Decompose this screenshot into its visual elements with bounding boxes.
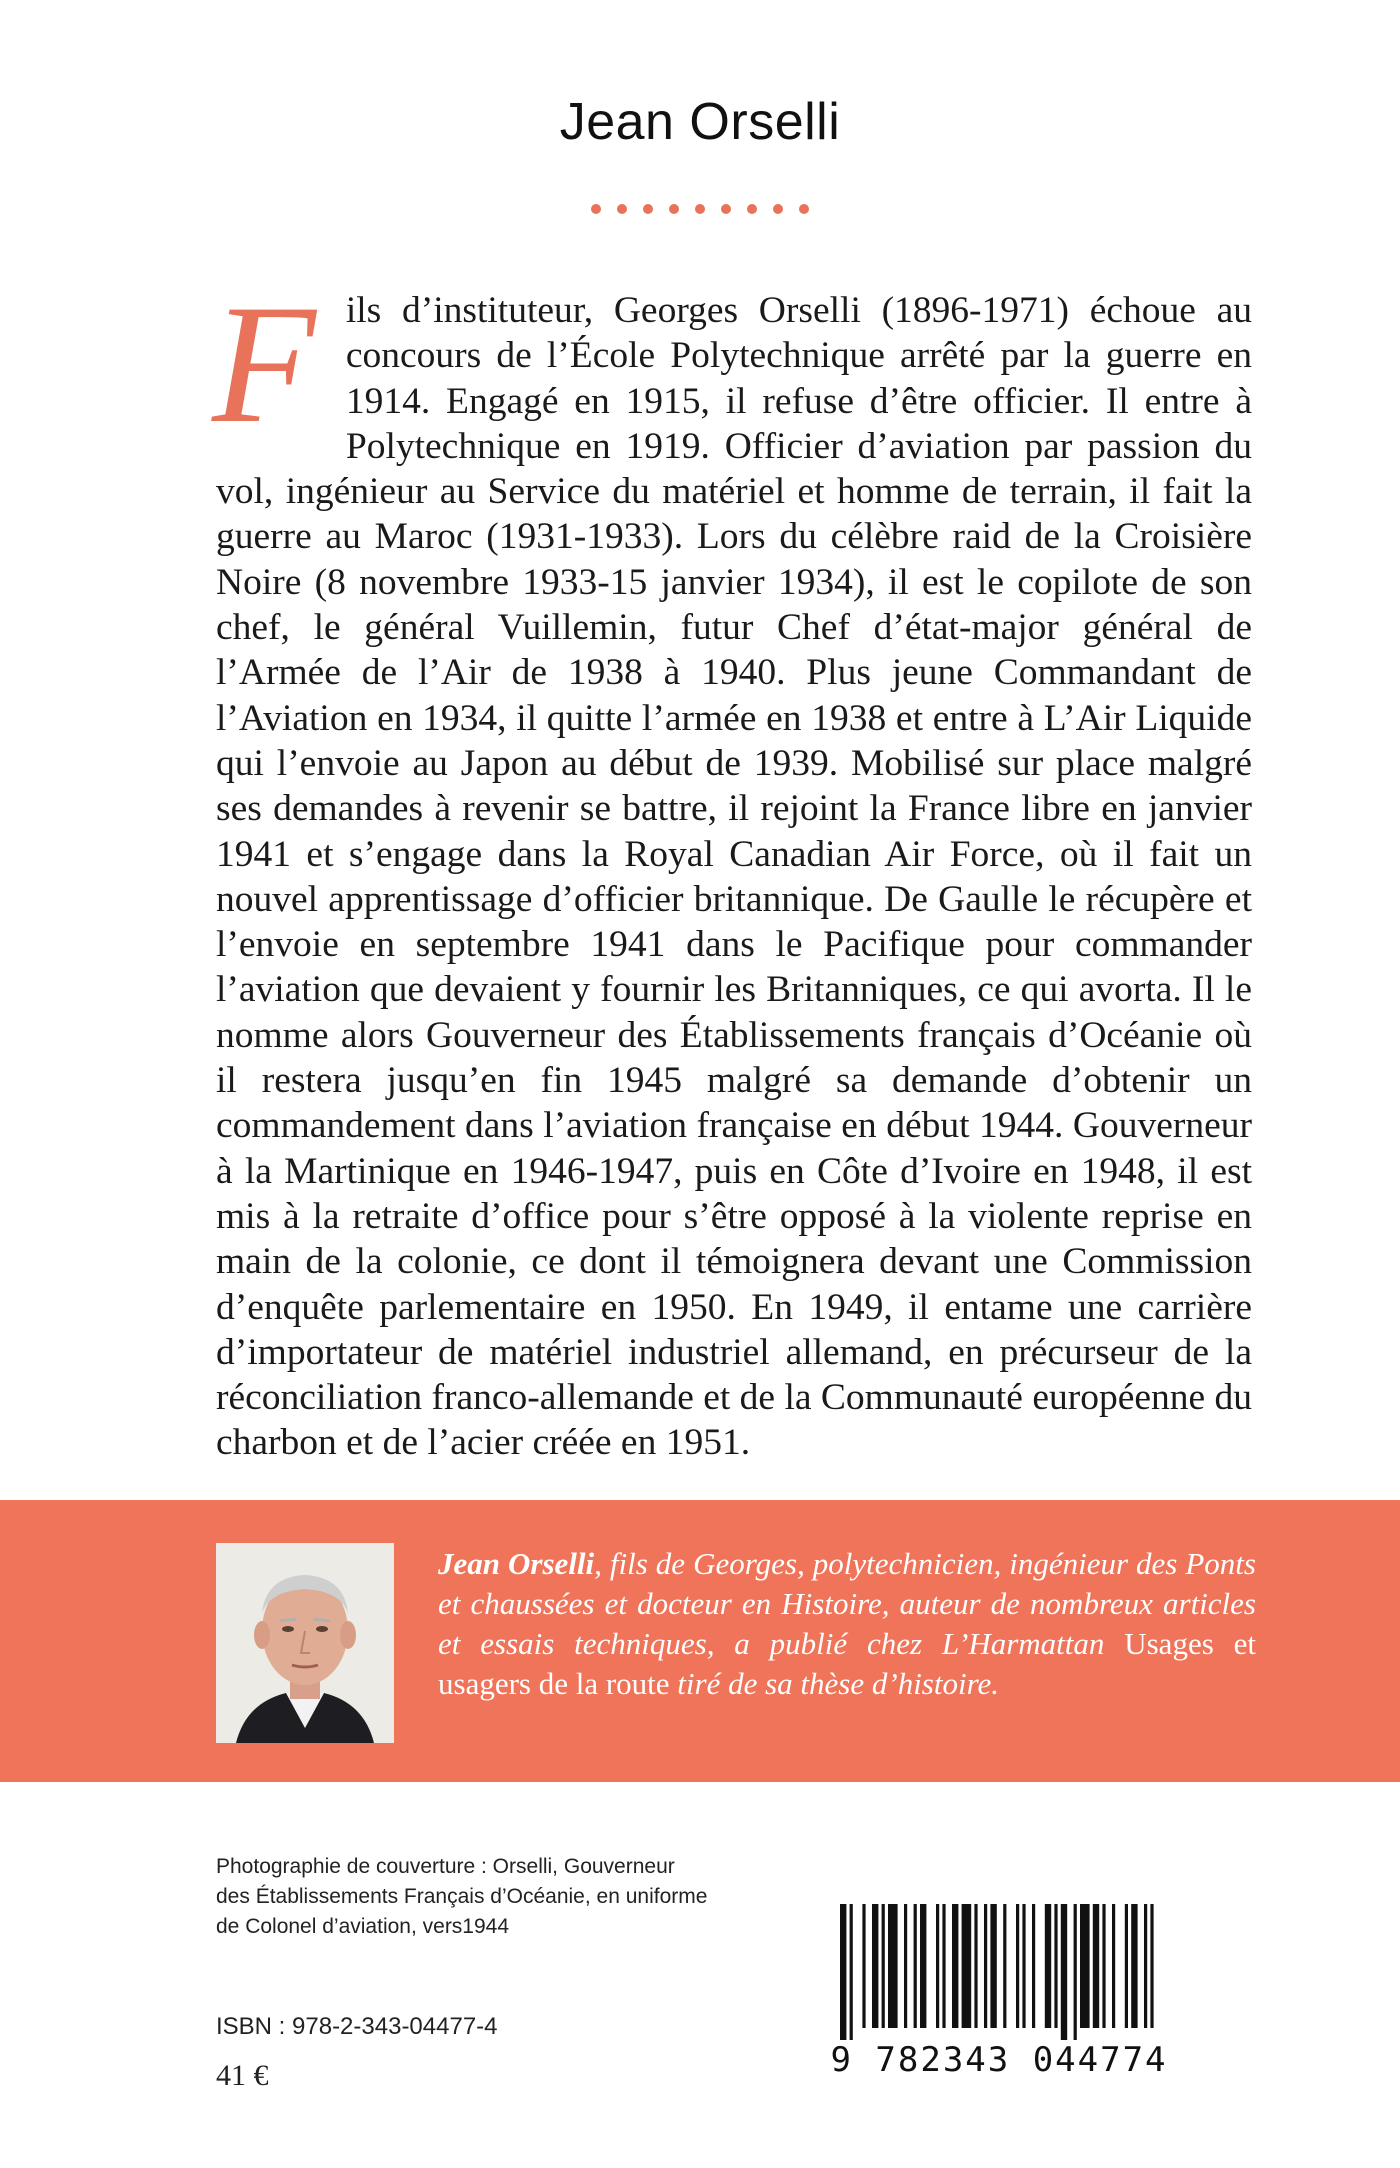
barcode-bar — [872, 1904, 878, 2028]
author-portrait-icon — [216, 1543, 394, 1743]
photo-credit-line: de Colonel d’aviation, vers1944 — [216, 1915, 510, 1938]
barcode-bar — [1131, 1904, 1137, 2028]
price-label: 41 € — [216, 2059, 269, 2092]
author-bio-text-end: tiré de sa thèse d’histoire. — [669, 1666, 1000, 1701]
barcode-bar — [1102, 1904, 1105, 2028]
ornament-dot — [773, 204, 783, 214]
photo-credit — [216, 1852, 776, 1942]
barcode-bar — [1045, 1904, 1051, 2028]
barcode-bar — [1093, 1904, 1099, 2028]
barcode-bar — [888, 1904, 898, 2028]
drop-cap: F — [212, 270, 316, 458]
author-name-title: Jean Orselli — [559, 93, 841, 151]
barcode-bar — [914, 1904, 917, 2028]
photo-credit-line: des Établissements Français d’Océanie, en uniforme — [216, 1885, 708, 1908]
barcode-bar — [952, 1904, 958, 2028]
author-bio-name: Jean Orselli — [438, 1546, 595, 1581]
ornament-dot — [747, 204, 757, 214]
barcode-bar — [1080, 1904, 1090, 2028]
summary-paragraph: ils d’instituteur, Georges Orselli (1896-1971) échoue au concours de l’École Polytechnique arrêté par la guerre en 1914. Engagé en 1915, il refuse d’être officier. Il entre à Polytechnique en 1919. Officier d’aviation par passion du vol, ingénieur au Service du matériel et homme de terrain, il fait la guerre au Maroc (1931-1933). Lors du célèbre raid de la Croisière Noire (8 novembre 1933-15 janvier 1934), il est le copilote de son chef, le général Vuillemin, futur Chef d’état-major général de l’Armée de l’Air de 1938 à 1940. Plus jeune Commandant de l’Aviation en 1934, il quitte l’armée en 1938 et entre à L’Air Liquide qui l’envoie au Japon au début de 1939. Mobilisé sur place malgré ses demandes à revenir se battre, il rejoint la France libre en janvier 1941 et s’engage dans la Royal Canadian Air Force, où il fait un nouvel apprentissage d’officier britannique. De Gaulle le récupère et l’envoie en septembre 1941 dans le Pacifique pour commander l’aviation que devaient y fournir les Britanniques, ce qui avorta. Il le nomme alors Gouverneur des Établissements français d’Océanie où il restera jusqu’en fin 1945 malgré sa demande d’obtenir un commandement dans l’aviation française en début 1944. Gouverneur à la Martinique en 1946-1947, puis en Côte d’Ivoire en 1948, il est mis à la retraite d’office pour s’être opposé à la violente reprise en main de la colonie, ce dont il témoignera devant une Commission d’enquête parlementaire en 1950. En 1949, il entame une carrière d’importateur de matériel industriel allemand, en précurseur de la réconciliation franco-allemande et de la Communauté européenne du charbon et de l’acier créée en 1951. — [216, 290, 1253, 1464]
barcode-bar — [840, 1904, 846, 2040]
barcode-bar — [1022, 1904, 1025, 2028]
author-bio-text: , fils de Georges, polytechnicien, ingénieur des Ponts et chaussées et docteur en Histoire, auteur de nombreux articles et essais techniques, a publié chez L’Harmattan — [438, 1546, 1256, 1661]
isbn-label: ISBN : 978-2-343-04477-4 — [216, 2013, 498, 2040]
author-section — [0, 1500, 1400, 1782]
barcode-bar — [1125, 1904, 1128, 2028]
barcode-bar — [974, 1904, 977, 2028]
barcode-bar — [862, 1904, 865, 2028]
author-bio — [438, 1544, 1256, 1704]
barcode-bar — [904, 1904, 907, 2028]
barcode-bar — [1061, 1904, 1067, 2040]
barcode-bar — [1112, 1904, 1115, 2028]
barcode-bar — [1074, 1904, 1077, 2040]
barcode-bar — [920, 1904, 926, 2028]
barcode-bar — [942, 1904, 945, 2028]
barcode-bar — [984, 1904, 987, 2028]
author-book-title: Usages et usagers de la route — [438, 1626, 1256, 1701]
author-portrait-photo — [216, 1543, 394, 1743]
ornament-dot — [643, 204, 653, 214]
barcode-number: 9 782343 044774 — [830, 2040, 1168, 2080]
barcode-bar — [962, 1904, 972, 2028]
ornament-dot — [695, 204, 705, 214]
barcode-bar — [1144, 1904, 1147, 2028]
barcode-bar — [850, 1904, 853, 2040]
barcode-bar — [1016, 1904, 1019, 2028]
barcode — [826, 1896, 1172, 2080]
ornament-dot — [799, 204, 809, 214]
barcode-icon — [826, 1896, 1172, 2042]
barcode-bar — [936, 1904, 939, 2028]
ornament-dots — [0, 204, 1400, 214]
ornament-dot — [591, 204, 601, 214]
ornament-dot — [669, 204, 679, 214]
ornament-dot — [617, 204, 627, 214]
summary-text — [212, 270, 1253, 1466]
barcode-bar — [1054, 1904, 1057, 2028]
barcode-bar — [882, 1904, 885, 2028]
ornament-dot — [721, 204, 731, 214]
barcode-bar — [1003, 1904, 1006, 2028]
photo-credit-line: Photographie de couverture : Orselli, Gouverneur — [216, 1855, 675, 1878]
barcode-bar — [1032, 1904, 1035, 2028]
barcode-bar — [990, 1904, 996, 2028]
barcode-bar — [1150, 1904, 1153, 2028]
